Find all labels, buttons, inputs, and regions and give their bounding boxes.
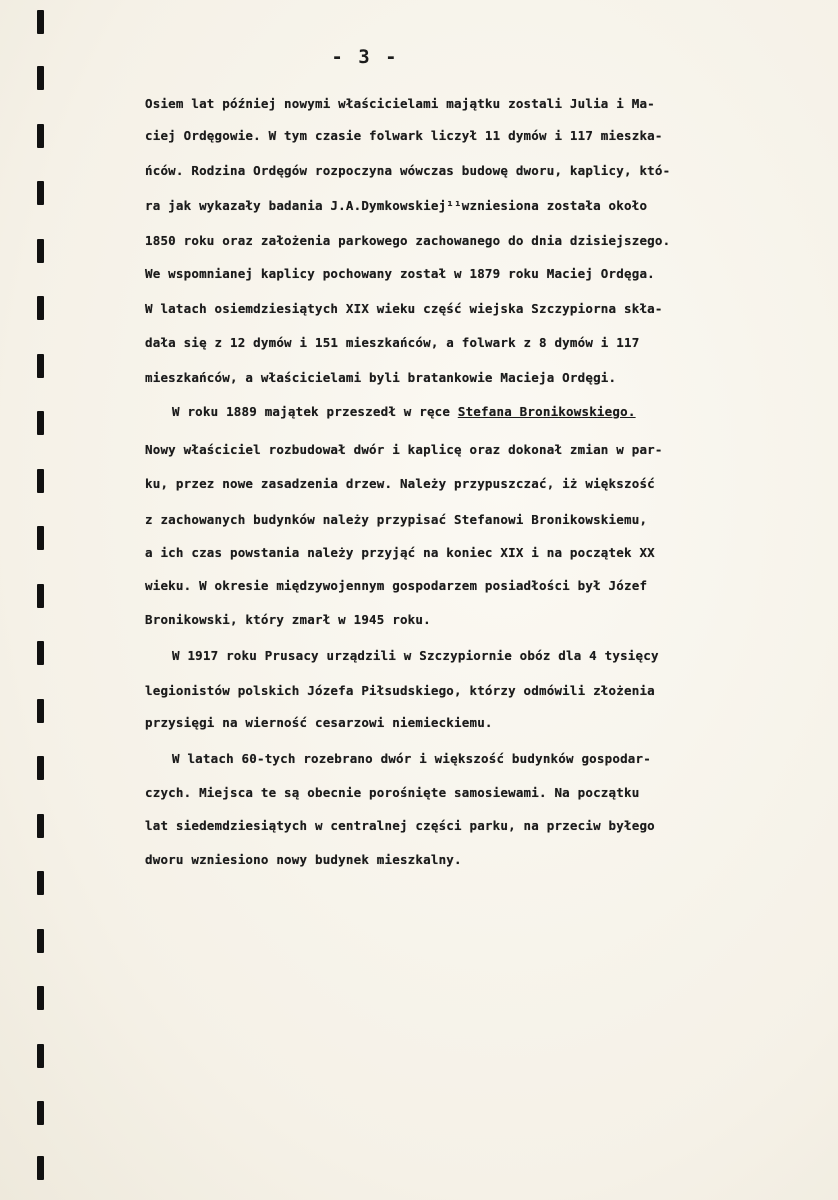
text-line: legionistów polskich Józefa Piłsudskiego, którzy odmówili złożenia xyxy=(145,683,655,698)
text-line: z zachowanych budynków należy przypisać Stefanowi Bronikowskiemu, xyxy=(145,512,648,527)
text-line: ra jak wykazały badania J.A.Dymkowskiej¹¹wzniesiona została około xyxy=(145,198,648,213)
binding-hole xyxy=(37,641,44,665)
binding-hole xyxy=(37,411,44,435)
text-line: przysięgi na wierność cesarzowi niemieckiemu. xyxy=(145,715,493,730)
binding-hole xyxy=(37,124,44,148)
text-line: lat siedemdziesiątych w centralnej części parku, na przeciw byłego xyxy=(145,818,655,833)
text-line: a ich czas powstania należy przyjąć na koniec XIX i na początek XX xyxy=(145,545,655,560)
binding-hole xyxy=(37,699,44,723)
text-line: Nowy właściciel rozbudował dwór i kaplicę oraz dokonał zmian w par- xyxy=(145,442,663,457)
text-line: ku, przez nowe zasadzenia drzew. Należy przypuszczać, iż większość xyxy=(145,476,655,491)
text-line: W latach 60-tych rozebrano dwór i większość budynków gospodar- xyxy=(172,751,651,766)
binding-hole xyxy=(37,66,44,90)
text-line: Osiem lat później nowymi właścicielami majątku zostali Julia i Ma- xyxy=(145,96,655,111)
text-line: dworu wzniesiono nowy budynek mieszkalny. xyxy=(145,852,462,867)
binding-hole xyxy=(37,756,44,780)
binding-hole xyxy=(37,1044,44,1068)
binding-hole xyxy=(37,354,44,378)
text-line xyxy=(172,404,636,419)
binding-hole xyxy=(37,871,44,895)
binding-hole xyxy=(37,10,44,34)
binding-holes xyxy=(0,0,48,1200)
text-line: wieku. W okresie międzywojennym gospodarzem posiadłości był Józef xyxy=(145,578,648,593)
text-line: ciej Ordęgowie. W tym czasie folwark liczył 11 dymów i 117 mieszka- xyxy=(145,128,663,143)
binding-hole xyxy=(37,239,44,263)
binding-hole xyxy=(37,584,44,608)
binding-hole xyxy=(37,1156,44,1180)
binding-hole xyxy=(37,469,44,493)
text-line: Bronikowski, który zmarł w 1945 roku. xyxy=(145,612,431,627)
text-line: mieszkańców, a właścicielami byli bratankowie Macieja Ordęgi. xyxy=(145,370,617,385)
binding-hole xyxy=(37,814,44,838)
text-line: dała się z 12 dymów i 151 mieszkańców, a folwark z 8 dymów i 117 xyxy=(145,335,640,350)
page-number: - 3 - xyxy=(331,46,399,68)
binding-hole xyxy=(37,181,44,205)
text-line: W latach osiemdziesiątych XIX wieku część wiejska Szczypiorna skła- xyxy=(145,301,663,316)
binding-hole xyxy=(37,296,44,320)
text-line: W 1917 roku Prusacy urządzili w Szczypiornie obóz dla 4 tysięcy xyxy=(172,648,659,663)
binding-hole xyxy=(37,986,44,1010)
text-line: 1850 roku oraz założenia parkowego zachowanego do dnia dzisiejszego. xyxy=(145,233,671,248)
text-line: We wspomnianej kaplicy pochowany został w 1879 roku Maciej Ordęga. xyxy=(145,266,655,281)
binding-hole xyxy=(37,1101,44,1125)
text-line: czych. Miejsca te są obecnie porośnięte samosiewami. Na początku xyxy=(145,785,640,800)
binding-hole xyxy=(37,929,44,953)
text-line: ńców. Rodzina Ordęgów rozpoczyna wówczas budowę dworu, kaplicy, któ- xyxy=(145,163,671,178)
text-line-start: W roku 1889 majątek przeszedł w ręce xyxy=(172,404,451,419)
binding-hole xyxy=(37,526,44,550)
underlined-name: Stefana Bronikowskiego. xyxy=(457,404,636,419)
